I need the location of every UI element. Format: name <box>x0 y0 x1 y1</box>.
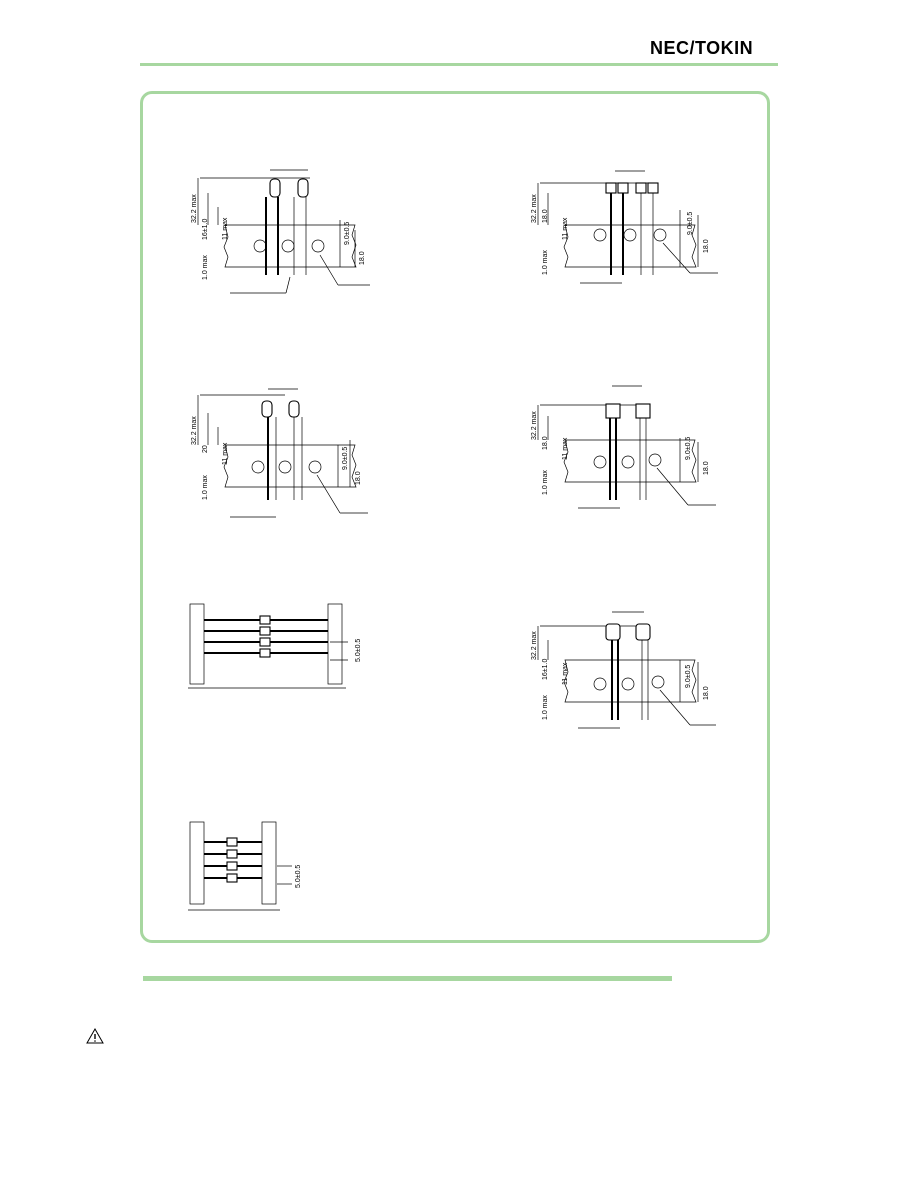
dim-f-width: 18.0 <box>703 686 710 700</box>
dim-d-gap: 1.0 max <box>542 470 549 495</box>
header-rule <box>140 63 778 66</box>
dim-d-pitch: 9.0±0.5 <box>685 436 692 460</box>
dim-f-height: 32.2 max <box>531 631 538 660</box>
figure-e <box>180 598 370 698</box>
dim-c-gap: 1.0 max <box>202 475 209 500</box>
figure-b <box>530 165 720 305</box>
figure-c <box>190 385 380 525</box>
dim-b-height: 32.2 max <box>531 194 538 223</box>
dim-c-body: 11 max <box>222 442 229 465</box>
dim-b-width: 18.0 <box>703 239 710 253</box>
dim-c-pitch: 9.0±0.5 <box>342 446 349 470</box>
dim-f-gap: 1.0 max <box>542 695 549 720</box>
dim-e-pitch: 5.0±0.5 <box>355 638 362 662</box>
dim-d-body: 11 max <box>562 437 569 460</box>
dim-a-width: 18.0 <box>359 251 366 265</box>
dim-a-gap: 1.0 max <box>202 255 209 280</box>
dim-b-lead: 18.0 <box>542 209 549 223</box>
dim-g-pitch: 5.0±0.5 <box>295 864 302 888</box>
dim-d-height: 32.2 max <box>531 411 538 440</box>
dim-b-pitch: 9.0±0.5 <box>687 211 694 235</box>
figure-d <box>530 380 720 520</box>
section-rule <box>143 976 672 981</box>
dim-b-gap: 1.0 max <box>542 250 549 275</box>
figure-a <box>190 165 380 305</box>
dim-c-width: 18.0 <box>355 471 362 485</box>
dim-d-lead: 18.0 <box>542 436 549 450</box>
dim-f-pitch: 9.0±0.5 <box>685 664 692 688</box>
dim-c-height: 32.2 max <box>191 416 198 445</box>
dim-f-lead: 16±1.0 <box>542 658 549 680</box>
dim-c-lead: 20 <box>202 445 209 453</box>
dim-d-width: 18.0 <box>703 461 710 475</box>
dim-a-body: 11 max <box>222 217 229 240</box>
nec-tokin-logo: NEC/TOKIN <box>650 38 754 58</box>
dim-a-pitch: 9.0±0.5 <box>344 221 351 245</box>
dim-a-height: 32.2 max <box>191 194 198 223</box>
dim-a-lead: 16±1.0 <box>202 218 209 240</box>
dim-b-body: 11 max <box>562 217 569 240</box>
warning-triangle-icon <box>86 1028 104 1044</box>
dim-f-body: 11 max <box>562 662 569 685</box>
figure-f <box>530 600 720 740</box>
figure-g <box>180 816 320 916</box>
